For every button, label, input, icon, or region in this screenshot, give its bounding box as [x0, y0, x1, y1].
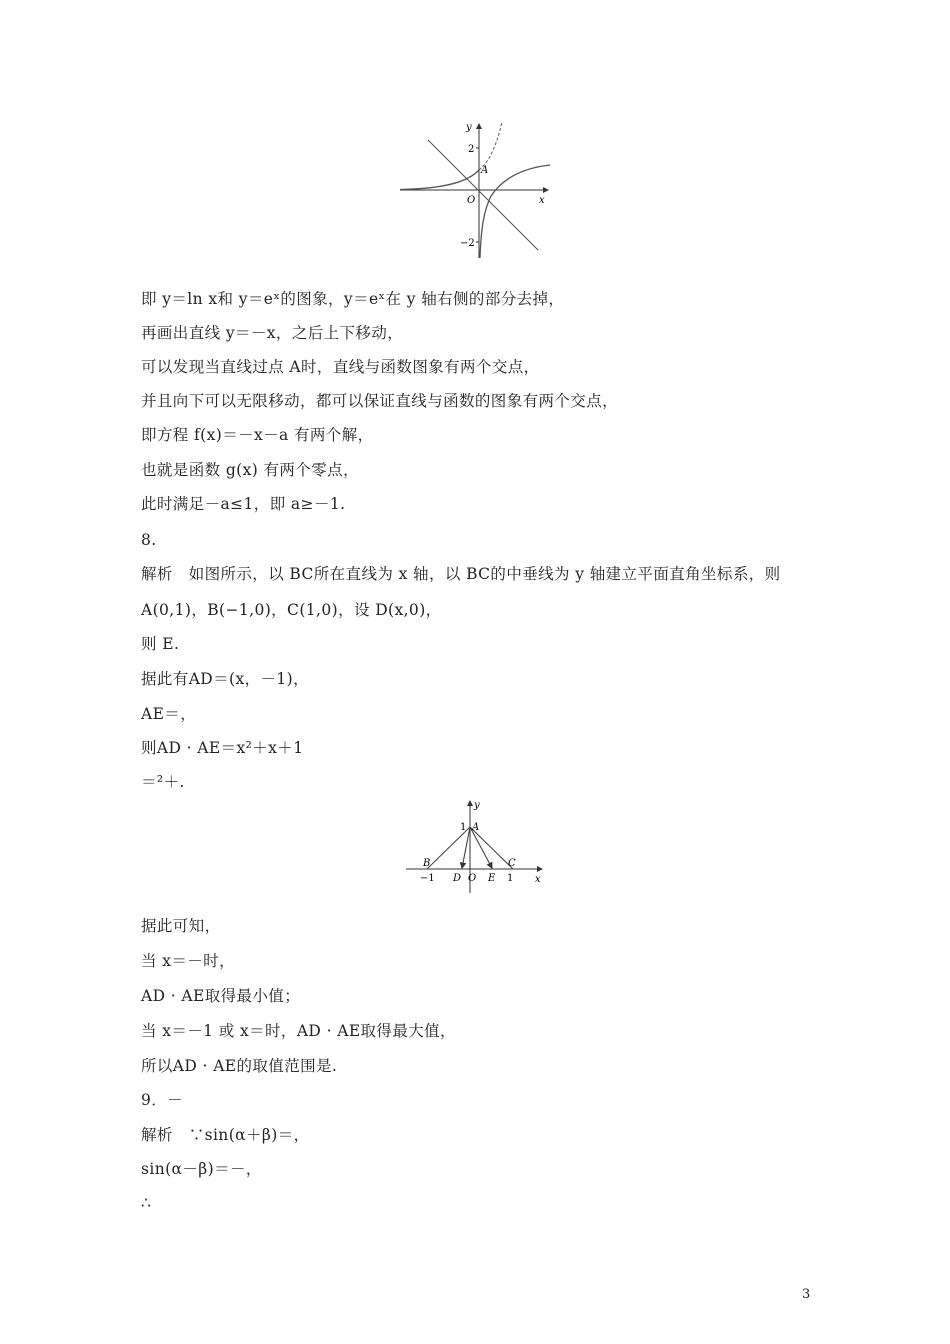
- text-line: A(0,1)，B(−1,0)，C(1,0)，设 D(x,0)，: [141, 601, 442, 619]
- fig1-tick-neg2: −2: [460, 238, 475, 249]
- text-line: 则AD · AE＝x²＋x＋1: [141, 739, 304, 757]
- line-neg-x: [428, 140, 538, 250]
- ln-curve: [480, 165, 550, 258]
- fig2-y-label: y: [474, 800, 480, 811]
- text-line: 当 x＝－时，: [141, 952, 235, 970]
- text-line: 解析 ∵sin(α＋β)＝，: [141, 1126, 310, 1144]
- fig2-label-o: O: [468, 873, 477, 884]
- question-number: 8.: [141, 531, 157, 549]
- text-line: AD · AE取得最小值；: [141, 987, 301, 1005]
- fig1-tick-2: 2: [468, 144, 475, 155]
- fig1-origin: O: [467, 195, 476, 206]
- text-line: 可以发现当直线过点 A时，直线与函数图象有两个交点，: [141, 358, 540, 376]
- figure-triangle-vectors: [404, 799, 548, 895]
- fig1-x-label: x: [539, 195, 545, 206]
- fig2-label-d: D: [453, 873, 462, 884]
- text-line: 再画出直线 y＝－x，之后上下移动，: [141, 324, 404, 342]
- page-number: 3: [802, 1287, 811, 1302]
- text-line: ＝²＋.: [141, 773, 185, 791]
- text-line: 当 x＝－1 或 x＝时，AD · AE取得最大值，: [141, 1022, 456, 1040]
- fig2-tick-1: 1: [460, 822, 467, 833]
- fig2-tick-neg1: −1: [420, 873, 435, 884]
- text-line: sin(α－β)＝－，: [141, 1160, 262, 1178]
- fig2-label-e: E: [488, 873, 496, 884]
- fig2-label-c: C: [508, 858, 516, 869]
- question-number: 9．－: [141, 1091, 184, 1109]
- text-line: AE＝，: [141, 705, 197, 723]
- exp-curve-dashed: [479, 122, 502, 170]
- text-line: 即方程 f(x)＝－x－a 有两个解，: [141, 426, 374, 444]
- fig1-point-a: A: [481, 165, 489, 176]
- segment-ac: [470, 827, 513, 869]
- vector-ae: [470, 827, 492, 868]
- fig1-y-label: y: [466, 122, 472, 133]
- text-line: 也就是函数 g(x) 有两个零点，: [141, 461, 359, 479]
- figure-exp-log-graph: [398, 118, 554, 262]
- fig2-x-label: x: [535, 874, 541, 885]
- text-line: ∴: [141, 1194, 152, 1212]
- text-line: 则 E.: [141, 635, 180, 653]
- fig2-label-a: A: [472, 822, 480, 833]
- text-line: 据此有AD＝(x，－1)，: [141, 670, 310, 688]
- text-line: 即 y＝ln x和 y＝eˣ的图象，y＝eˣ在 y 轴右侧的部分去掉，: [141, 290, 565, 308]
- text-line: 此时满足－a≤1，即 a≥－1.: [141, 495, 346, 513]
- text-line: 所以AD · AE的取值范围是.: [141, 1057, 338, 1075]
- text-line: 并且向下可以无限移动，都可以保证直线与函数的图象有两个交点，: [141, 392, 619, 410]
- text-line: 解析 如图所示，以 BC所在直线为 x 轴，以 BC的中垂线为 y 轴建立平面直角坐标系，则: [141, 565, 781, 583]
- fig2-tick-1x: 1: [507, 873, 514, 884]
- text-line: 据此可知，: [141, 917, 221, 935]
- fig2-label-b: B: [423, 858, 431, 869]
